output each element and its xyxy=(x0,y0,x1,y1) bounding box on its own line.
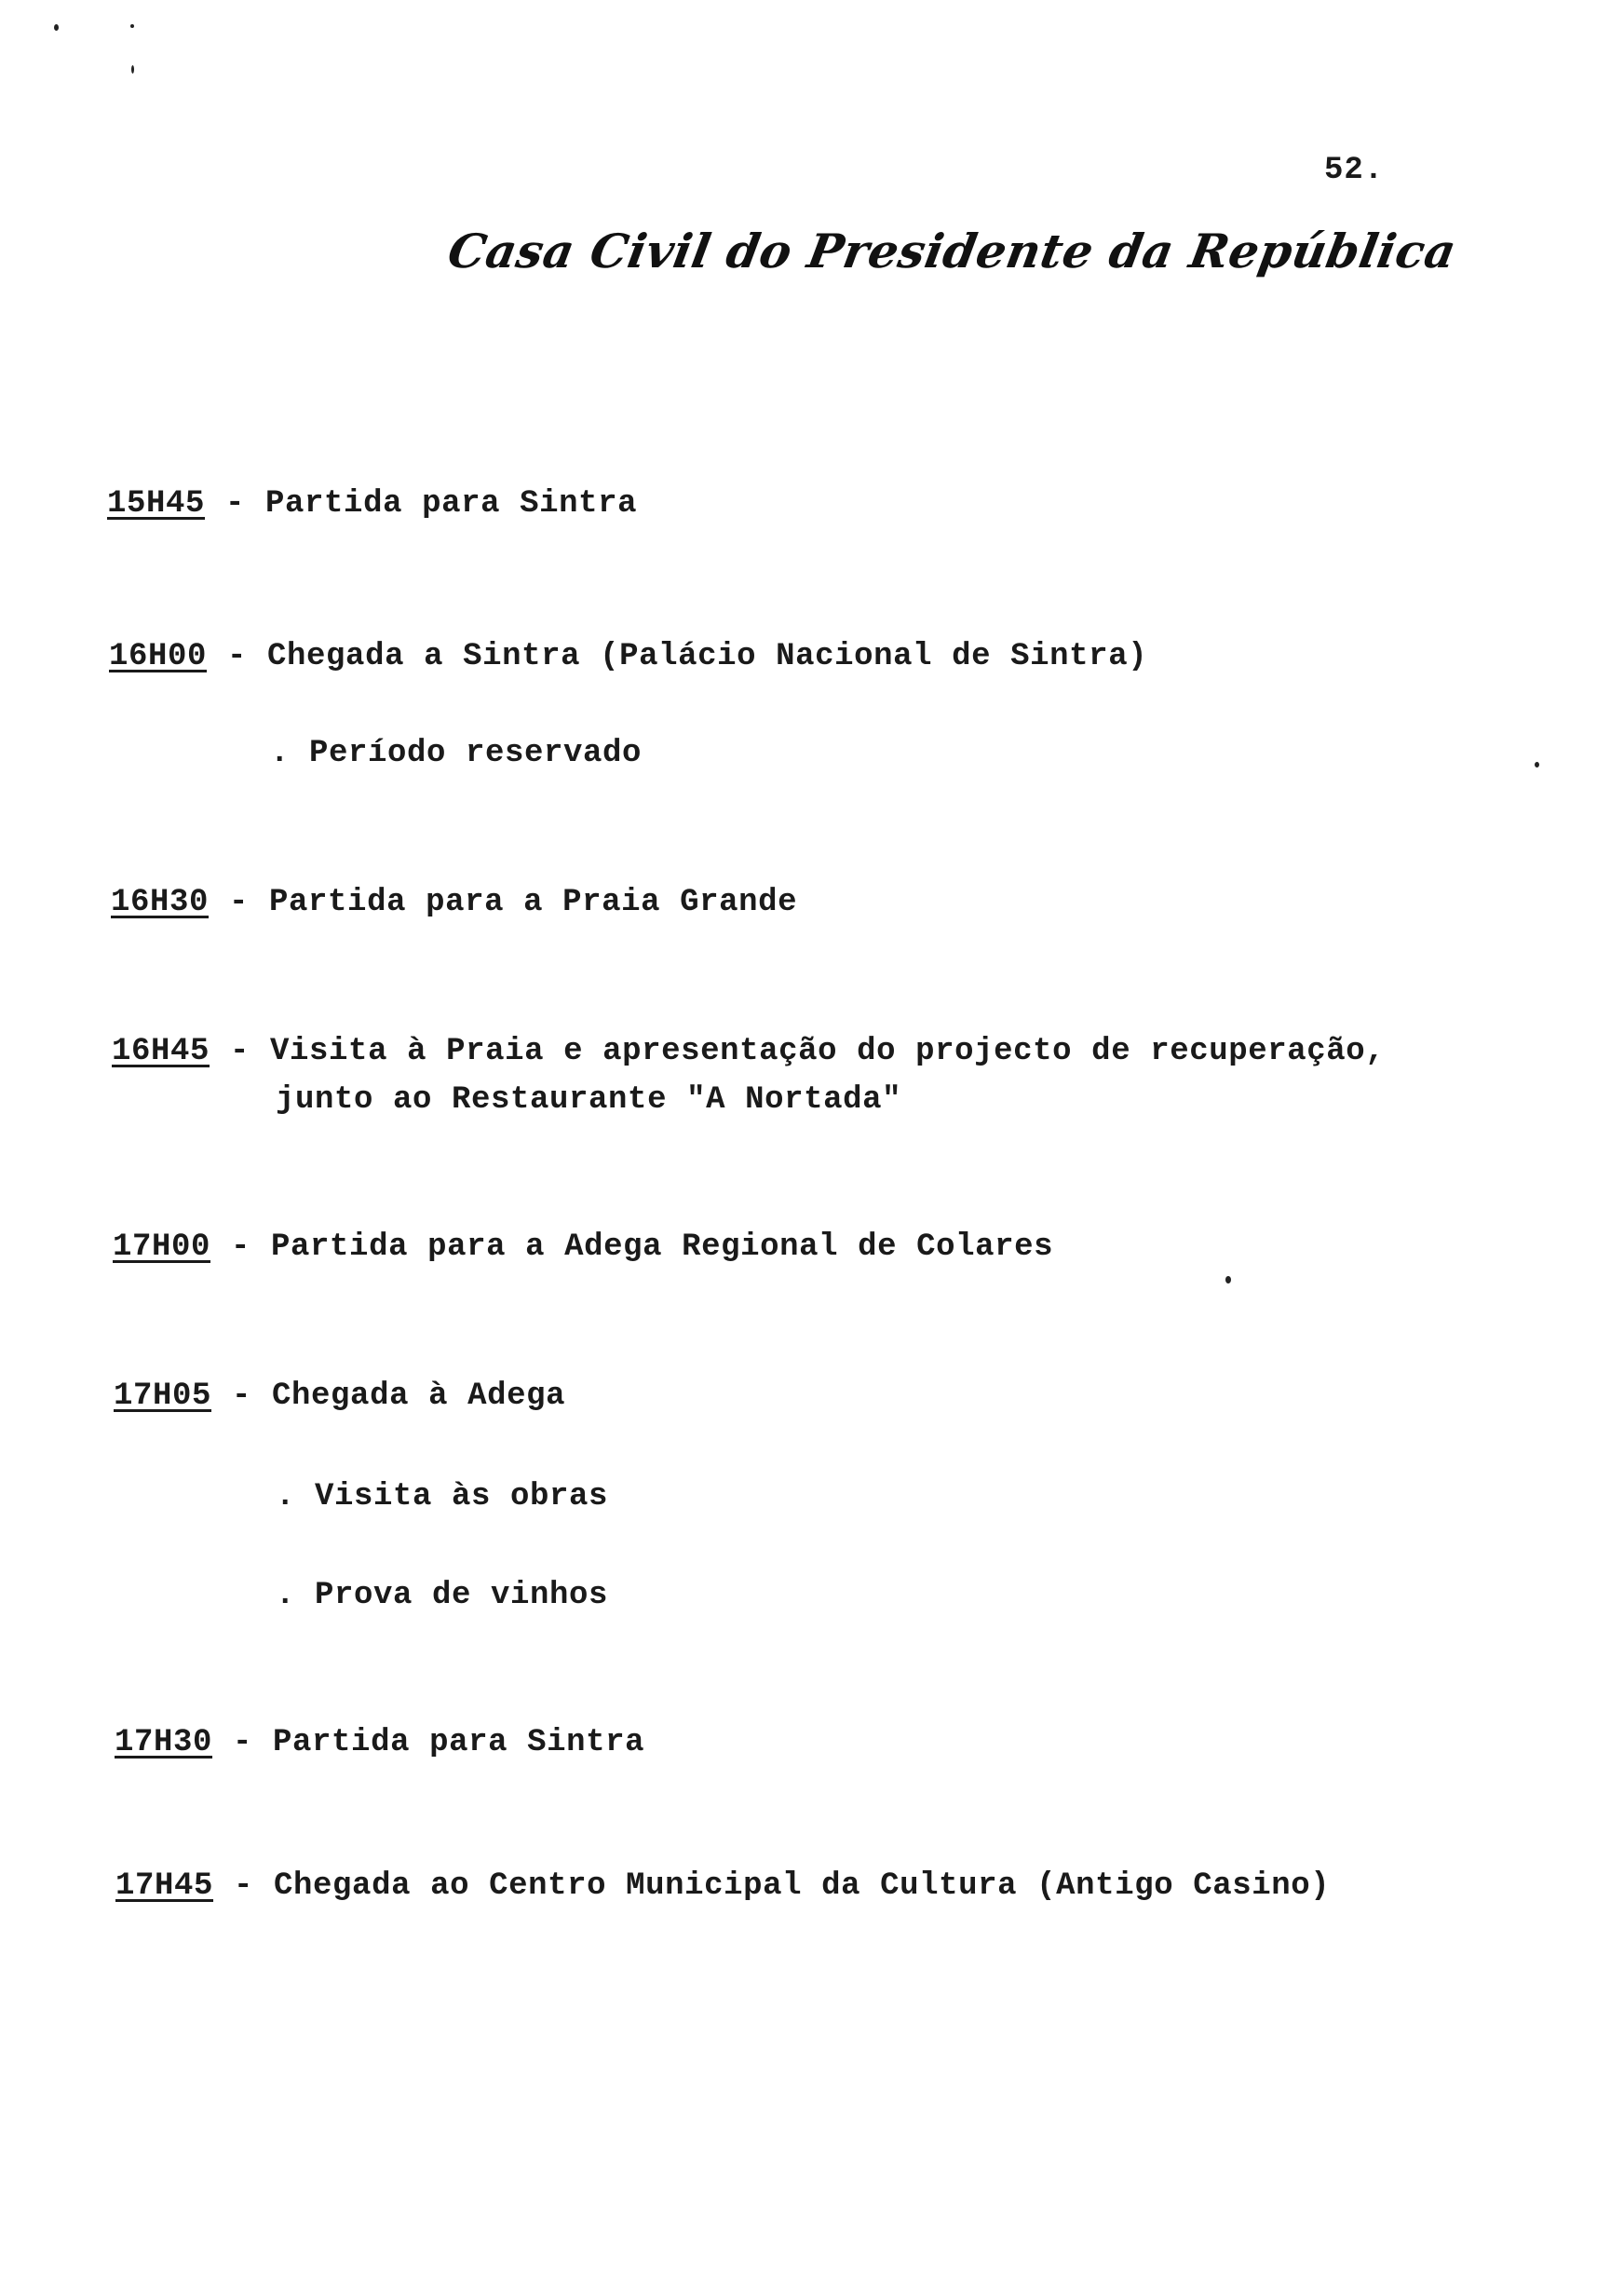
schedule-entry xyxy=(109,639,1147,674)
entry-time: 17H00 xyxy=(113,1229,211,1265)
entry-time: 17H30 xyxy=(115,1725,213,1760)
schedule-entry xyxy=(115,1725,644,1760)
scan-speck xyxy=(1535,762,1539,767)
entry-text: Partida para a Praia Grande xyxy=(269,885,798,920)
entry-text: Chegada a Sintra (Palácio Nacional de Sintra) xyxy=(267,639,1148,674)
entry-time: 16H30 xyxy=(111,885,210,920)
scan-speck xyxy=(54,24,59,31)
entry-time: 17H05 xyxy=(114,1378,212,1414)
entry-text: Visita à Praia e apresentação do projecto de recuperação, xyxy=(270,1034,1386,1069)
schedule-entry xyxy=(111,885,797,920)
letterhead: Casa Civil do Presidente da República xyxy=(443,224,1461,278)
scan-speck xyxy=(131,65,134,74)
entry-text: Partida para Sintra xyxy=(265,486,638,522)
entry-time: 16H00 xyxy=(109,639,208,674)
entry-continuation: junto ao Restaurante "A Nortada" xyxy=(276,1082,902,1118)
entry-dash: - xyxy=(233,1725,253,1760)
entry-dash: - xyxy=(225,486,246,522)
entry-dash: - xyxy=(227,639,248,674)
entry-subitem: . Período reservado xyxy=(270,736,643,771)
scan-speck xyxy=(1225,1276,1231,1283)
entry-subitem: . Visita às obras xyxy=(276,1479,609,1514)
entry-time: 17H45 xyxy=(115,1868,214,1904)
entry-dash: - xyxy=(232,1378,252,1414)
entry-time: 16H45 xyxy=(112,1034,210,1069)
schedule-entry xyxy=(115,1868,1330,1904)
entry-text: Partida para a Adega Regional de Colares xyxy=(271,1229,1054,1265)
entry-text: Partida para Sintra xyxy=(273,1725,645,1760)
schedule-entry xyxy=(114,1378,565,1414)
scan-speck xyxy=(130,24,134,28)
entry-subitem: . Prova de vinhos xyxy=(276,1578,609,1613)
entry-time: 15H45 xyxy=(107,486,206,522)
schedule-entry xyxy=(107,486,637,522)
schedule-entry xyxy=(112,1034,1385,1069)
entry-dash: - xyxy=(229,885,250,920)
page-number: 52. xyxy=(1324,153,1385,188)
entry-dash: - xyxy=(230,1034,250,1069)
entry-dash: - xyxy=(234,1868,254,1904)
entry-text: Chegada à Adega xyxy=(272,1378,566,1414)
entry-dash: - xyxy=(231,1229,251,1265)
schedule-entry xyxy=(113,1229,1053,1265)
entry-text: Chegada ao Centro Municipal da Cultura (Antigo Casino) xyxy=(274,1868,1331,1904)
